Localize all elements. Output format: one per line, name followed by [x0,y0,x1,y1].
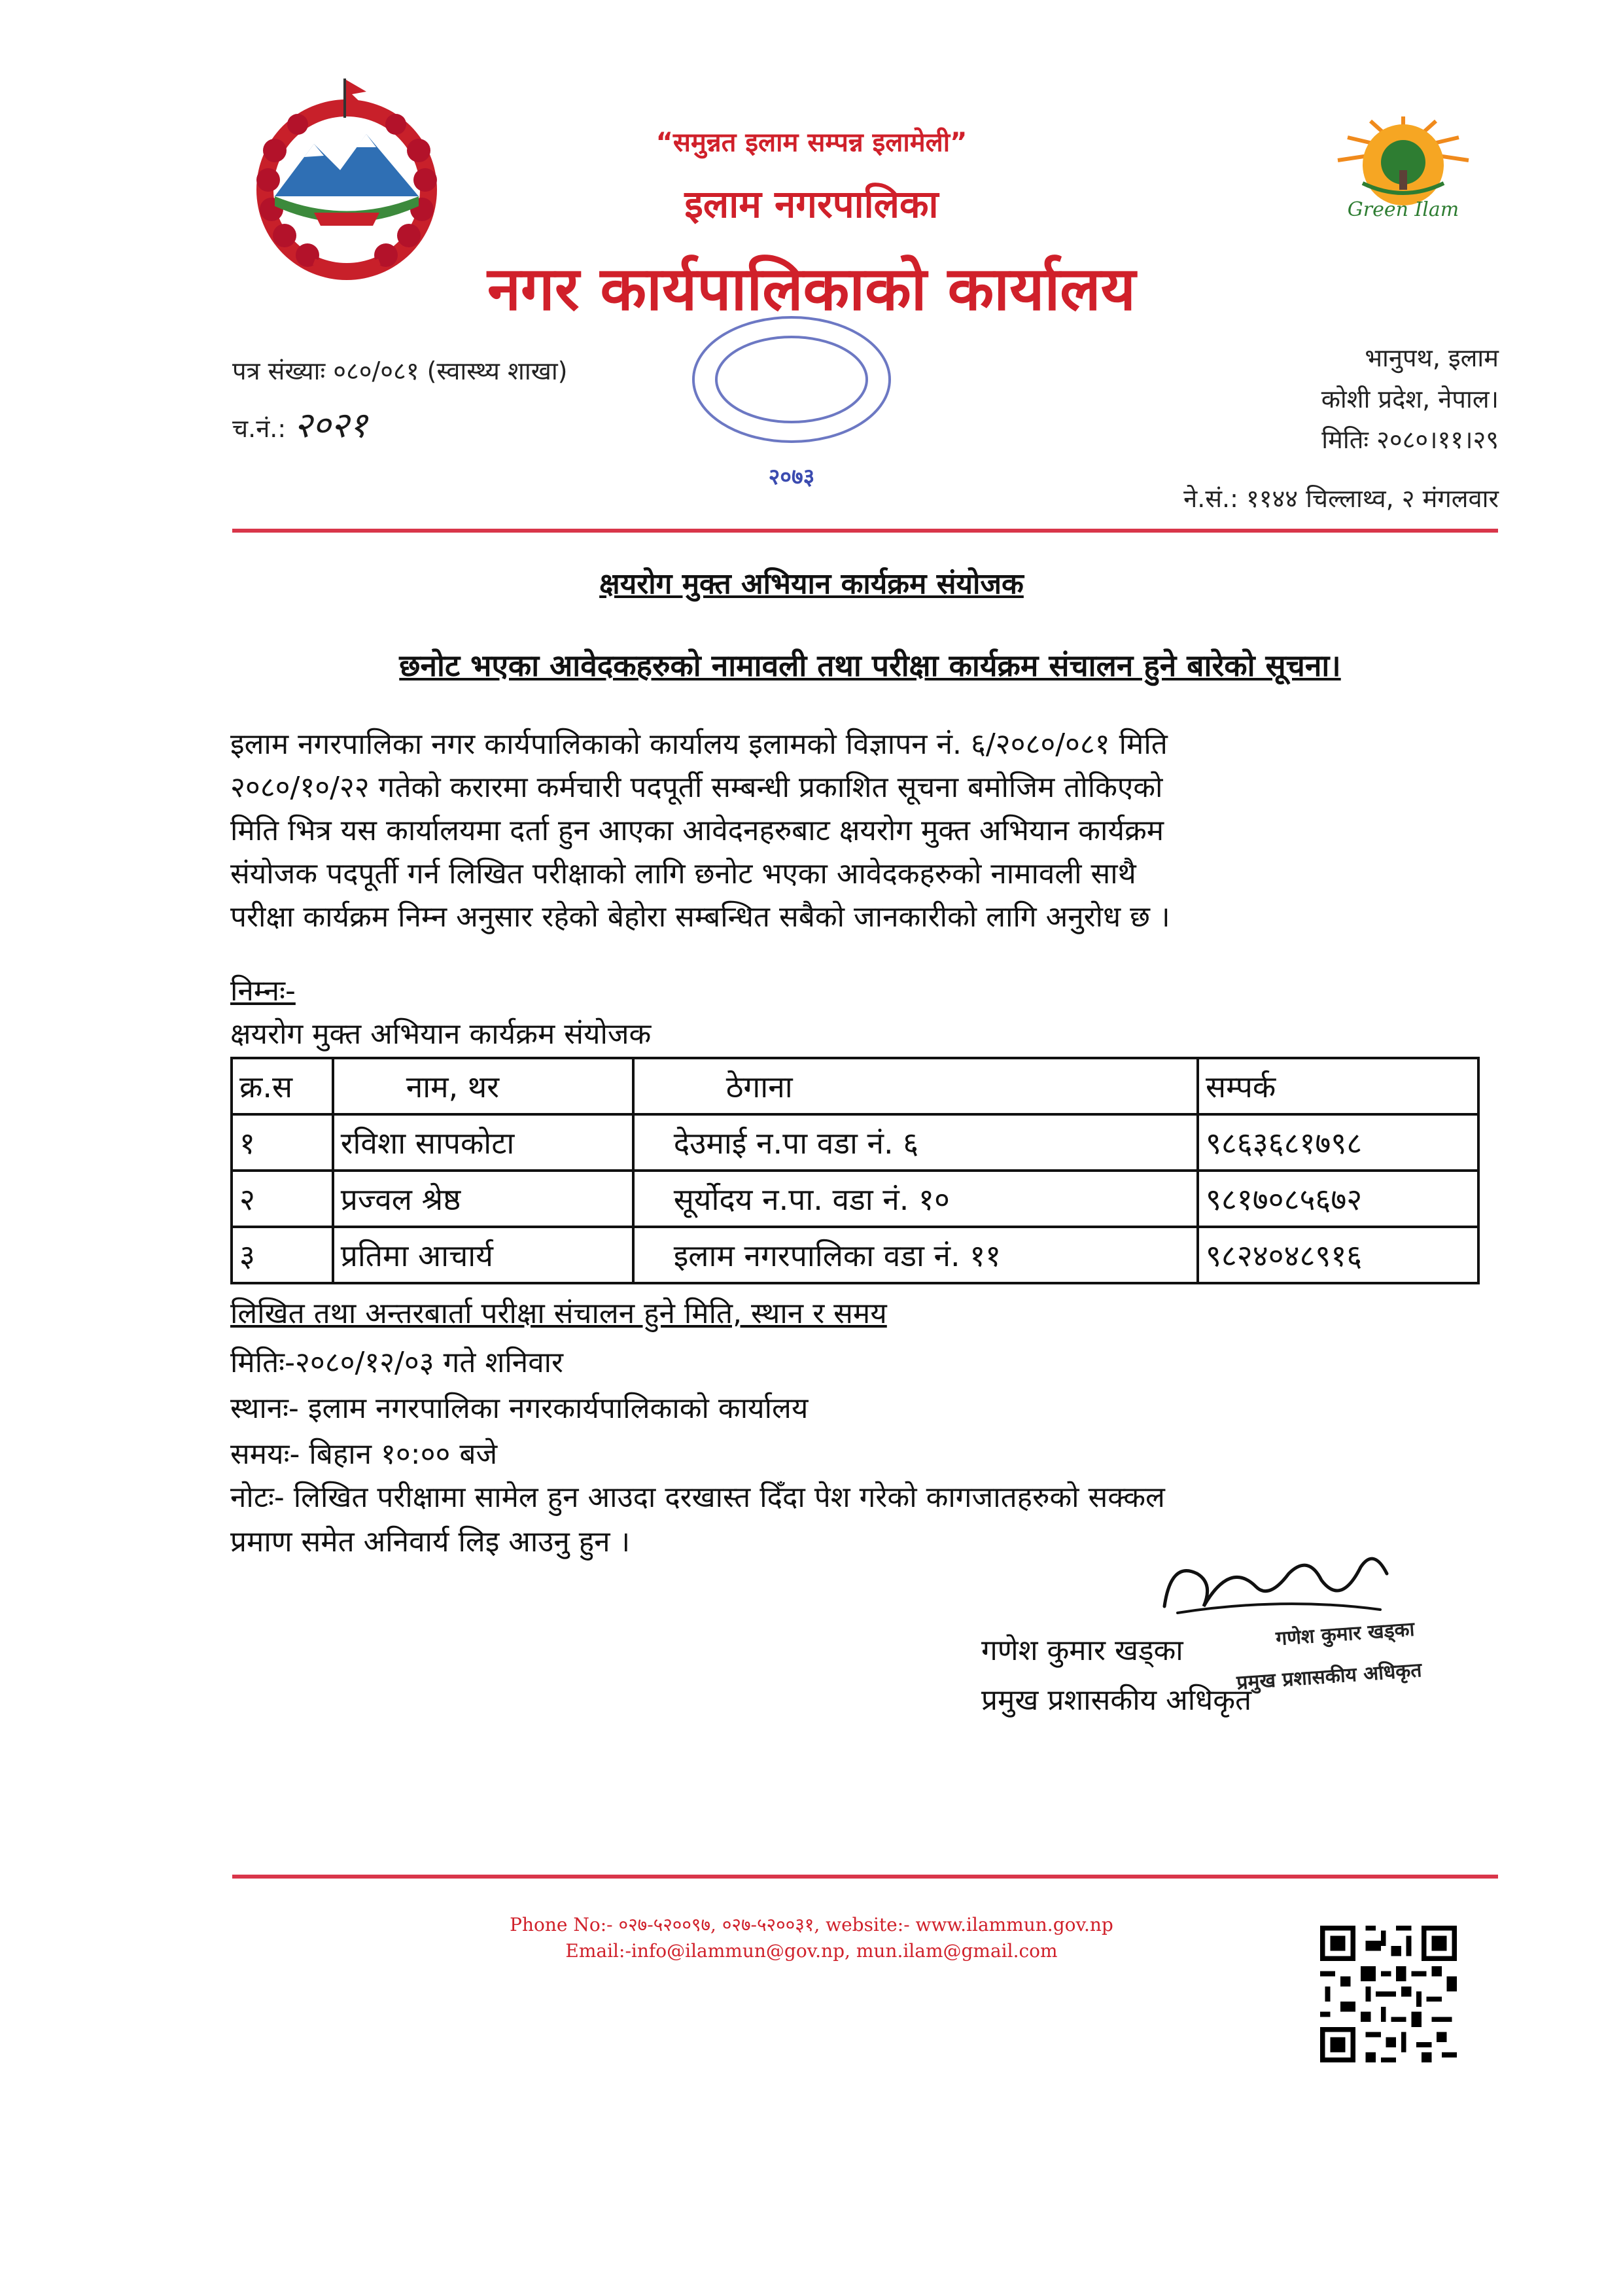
header-contact: सम्पर्क [1198,1058,1478,1114]
table-header-row [232,1058,1478,1114]
table-row [232,1227,1478,1283]
cell-serial: ३ [232,1227,333,1283]
signatory-name: गणेश कुमार खड्का [981,1634,1183,1667]
cell-name: प्रज्वल श्रेष्ठ [333,1171,633,1227]
signatory-stamp-title: प्रमुख प्रशासकीय अधिकृत [1236,1659,1423,1695]
cell-contact: ९८६३६८१७९८ [1198,1114,1478,1171]
office-name: नगर कार्यपालिकाको कार्यालय [487,254,1136,324]
paragraph-line: संयोजक पदपूर्ती गर्न लिखित परीक्षाको लागि छनोट भएका आवेदकहरुको नामावली साथै [230,857,1136,891]
cell-serial: १ [232,1114,333,1171]
header-address: ठेगाना [633,1058,1198,1114]
cell-contact: ९८२४०४८९१६ [1198,1227,1478,1283]
dispatch-number-label: च.नं.: [232,414,287,443]
cell-serial: २ [232,1171,333,1227]
cell-contact: ९८१७०८५६७२ [1198,1171,1478,1227]
note-line: प्रमाण समेत अनिवार्य लिइ आउनु हुन । [230,1525,631,1559]
note-line: नोटः- लिखित परीक्षामा सामेल हुन आउदा दरखास्त दिँदा पेश गरेको कागजातहरुको सक्कल [230,1481,1165,1514]
office-stamp [674,308,909,504]
cell-name: प्रतिमा आचार्य [333,1227,633,1283]
address-line-1: भानुपथ, इलाम [1365,344,1499,372]
letter-number-label: पत्र संख्याः [232,357,326,385]
exam-schedule-title: लिखित तथा अन्तरबार्ता परीक्षा संचालन हुने मिति, स्थान र समय [230,1297,887,1330]
letter-number-value: ०८०/०८१ (स्वास्थ्य शाखा) [333,357,568,385]
notice-heading: क्षयरोग मुक्त अभियान कार्यक्रम संयोजक [599,567,1024,601]
municipality-name: इलाम नगरपालिका [684,182,939,226]
table-row [232,1114,1478,1171]
address-line-2: कोशी प्रदेश, नेपाल। [1321,385,1499,414]
green-ilam-logo-text: Green Ilam [1347,198,1459,221]
header-serial: क्र.स [232,1058,333,1114]
dispatch-number-value: २०२१ [294,404,368,446]
qr-code [1315,1920,1462,2068]
paragraph-line: परीक्षा कार्यक्रम निम्न अनुसार रहेको बेहोरा सम्बन्धित सबैको जानकारीको लागि अनुरोध छ । [230,900,1170,934]
slogan: “समुन्नत इलाम सम्पन्न इलामेली” [655,128,968,158]
footer-contact-email: Email:-info@ilammun@gov.np, mun.ilam@gmail.com [565,1940,1058,1962]
signatory-title: प्रमुख प्रशासकीय अधिकृत [981,1684,1252,1717]
signatory-stamp-name: गणेश कुमार खड्का [1275,1617,1416,1651]
cell-address: इलाम नगरपालिका वडा नं. ११ [633,1227,1198,1283]
issue-date: मितिः २०८०।११।२९ [1321,425,1499,454]
table-title: क्षयरोग मुक्त अभियान कार्यक्रम संयोजक [230,1017,652,1051]
exam-place: स्थानः- इलाम नगरपालिका नगरकार्यपालिकाको कार्यालय [230,1392,809,1425]
cell-name: रविशा सापकोटा [333,1114,633,1171]
paragraph-line: २०८०/१०/२२ गतेको करारमा कर्मचारी पदपूर्ती सम्बन्धी प्रकाशित सूचना बमोजिम तोकिएको [230,771,1163,804]
footer-divider [232,1875,1498,1879]
candidates-table [230,1057,1480,1284]
footer-contact-phone: Phone No:- ०२७-५२००९७, ०२७-५२००३१, website:- www.ilammun.gov.np [510,1914,1113,1935]
letter-number [232,353,567,387]
exam-date: मितिः-२०८०/१२/०३ गते शनिवार [230,1346,564,1379]
paragraph-line: इलाम नगरपालिका नगर कार्यपालिकाको कार्यालय इलामको विज्ञापन नं. ६/२०८०/०८१ मिति [230,728,1168,761]
dispatch-number [232,399,368,448]
cell-address: सूर्योदय न.पा. वडा नं. १० [633,1171,1198,1227]
header-divider [232,529,1498,533]
exam-time: समयः- बिहान १०:०० बजे [230,1438,498,1471]
nepal-sambat-date: ने.सं.: ११४४ चिल्लाथ्व, २ मंगलवार [1183,484,1499,513]
following-label: निम्नः- [230,974,296,1008]
notice-paragraph [230,723,1499,939]
table-row [232,1171,1478,1227]
stamp-text: २०७३ [768,464,815,490]
paragraph-line: मिति भित्र यस कार्यालयमा दर्ता हुन आएका आवेदनहरुबाट क्षयरोग मुक्त अभियान कार्यक्रम [230,814,1164,847]
header-name: नाम, थर [333,1058,633,1114]
notice-subheading: छनोट भएका आवेदकहरुको नामावली तथा परीक्षा कार्यक्रम संचालन हुने बारेको सूचना। [399,648,1341,683]
cell-address: देउमाई न.पा वडा नं. ६ [633,1114,1198,1171]
